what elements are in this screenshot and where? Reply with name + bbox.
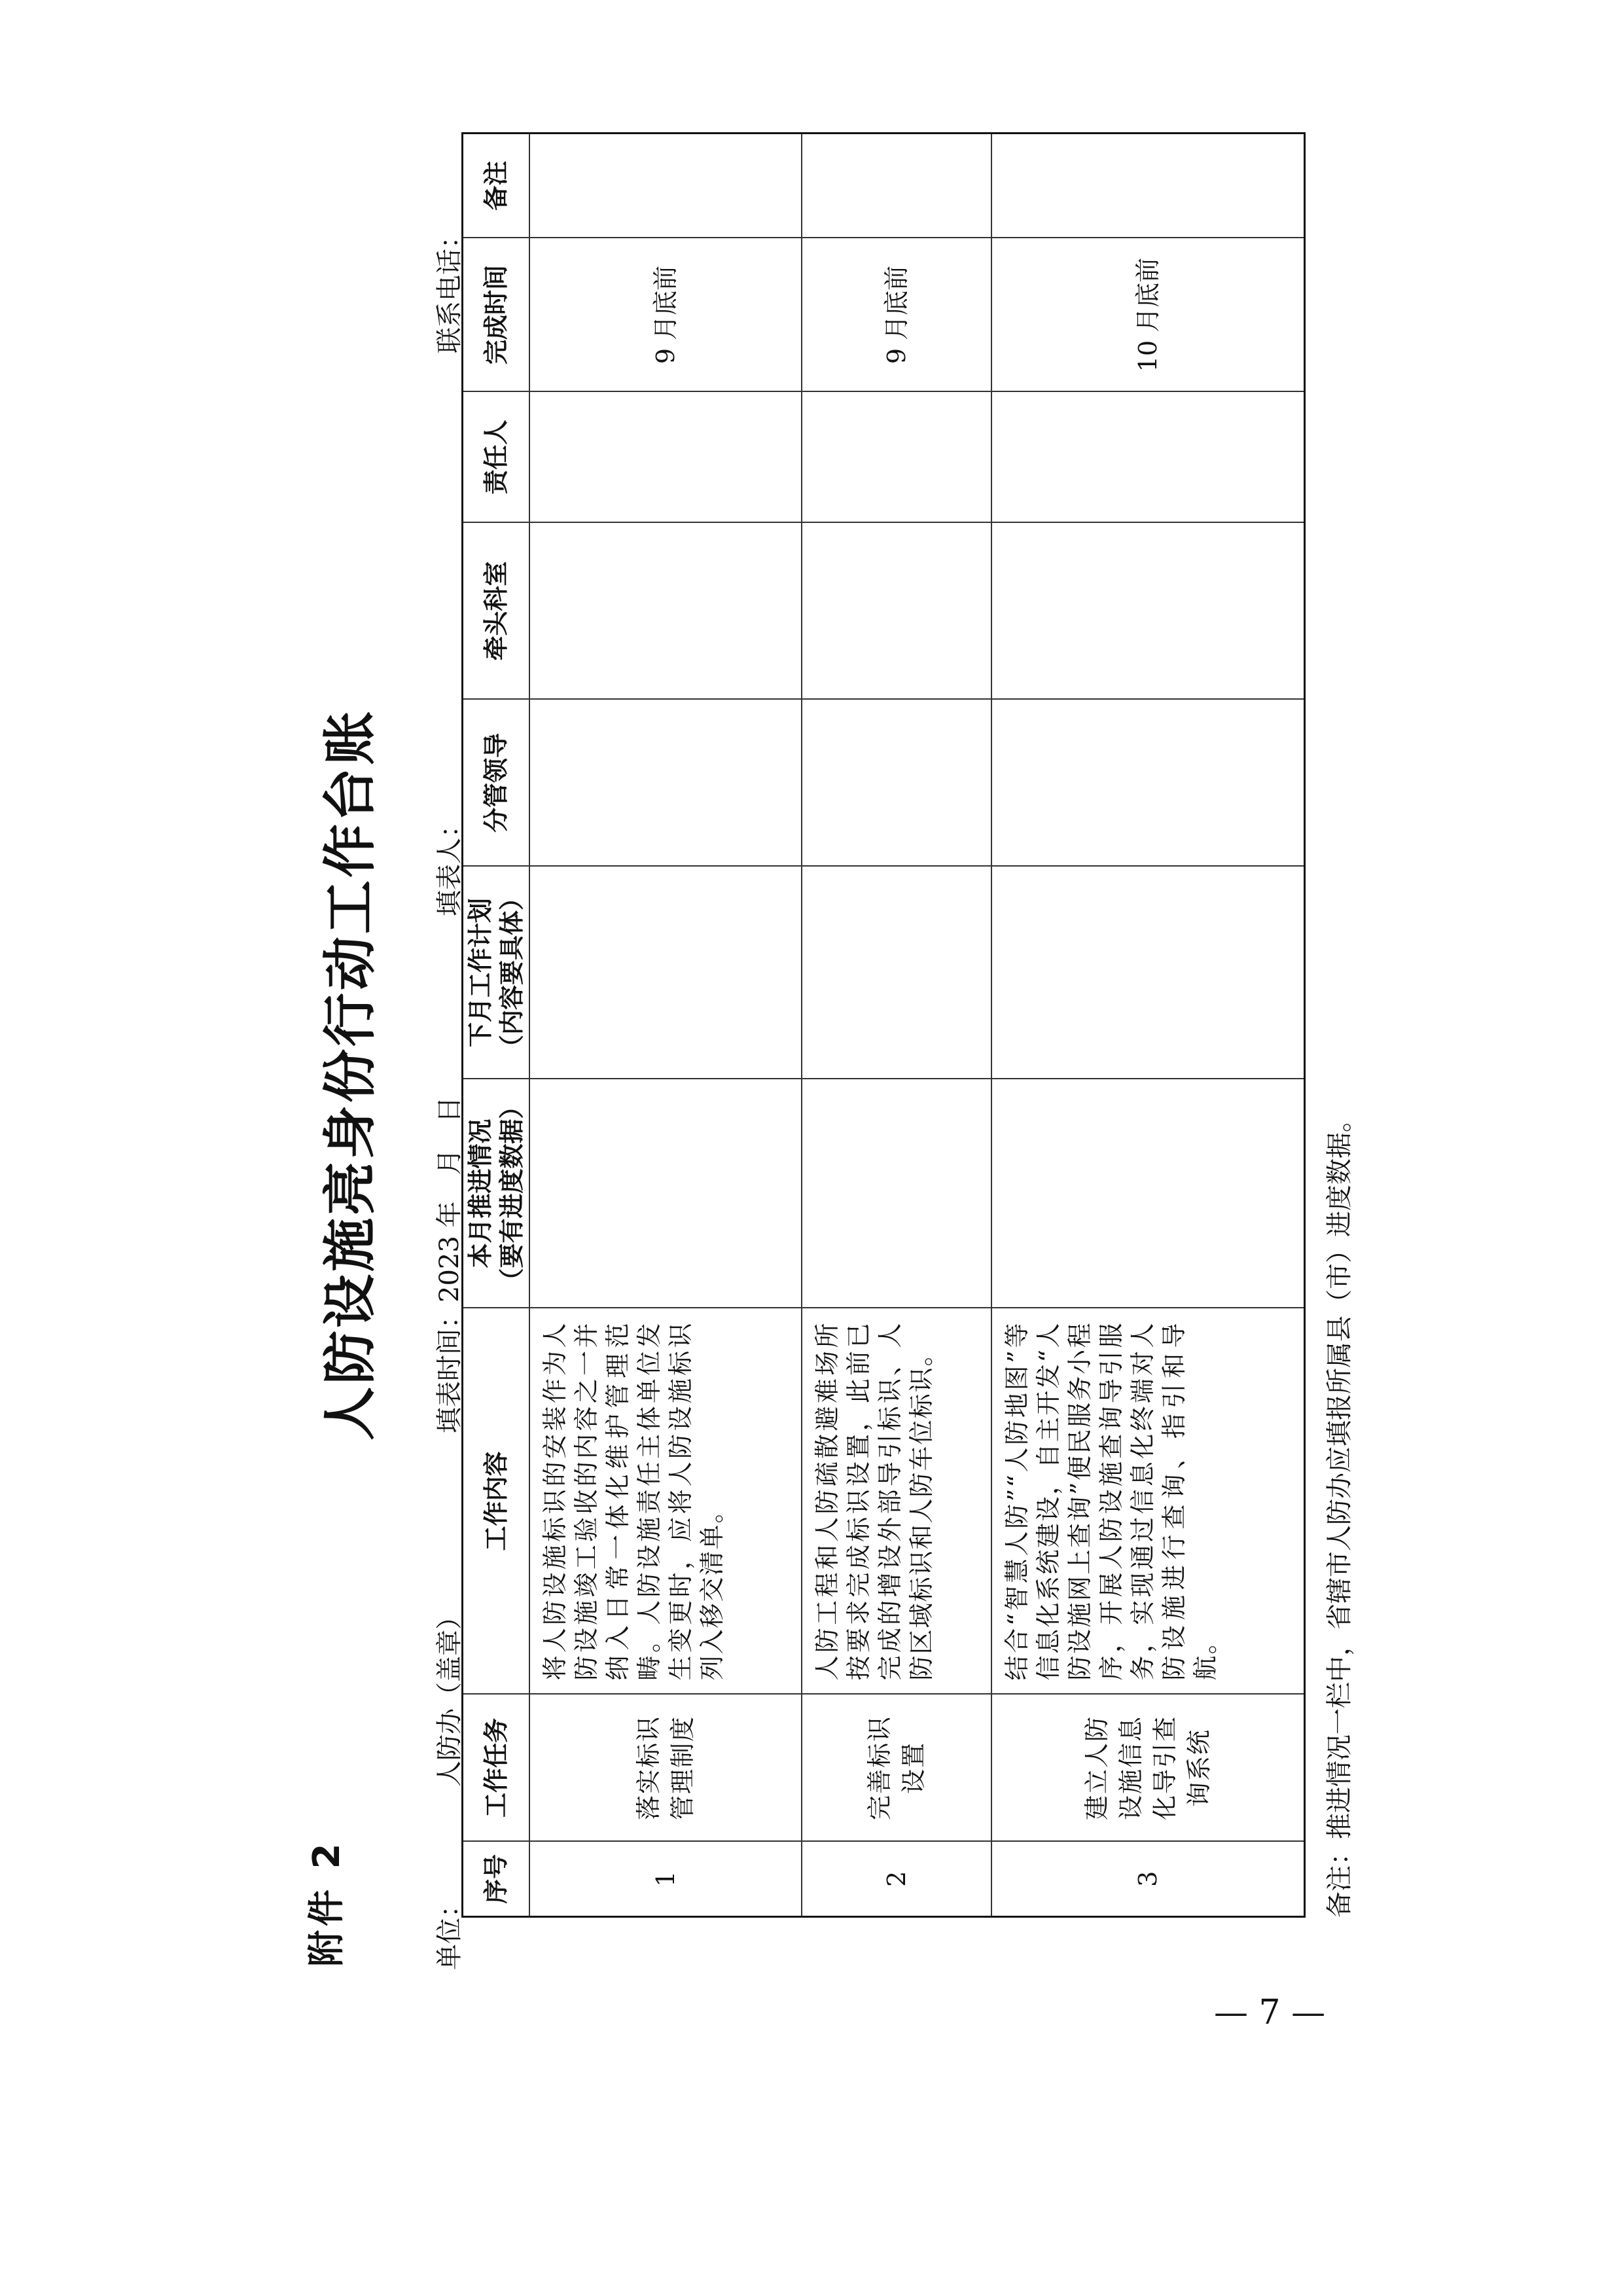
fill-time-label: 填表时间：2023 年 月 日: [435, 1096, 465, 1433]
work-ledger-table: [461, 132, 1306, 1918]
cell-leader[interactable]: [802, 700, 991, 867]
page-title: 人防设施亮身份行动工作台账: [319, 709, 382, 1441]
header-task: 工作任务: [463, 1695, 530, 1842]
table-row: [991, 134, 1305, 1917]
cell-remark[interactable]: [991, 134, 1305, 238]
cell-person[interactable]: [529, 392, 802, 523]
cell-plan[interactable]: [529, 867, 802, 1079]
header-progress-line1: 本月推进情况: [466, 1119, 495, 1268]
cell-dept[interactable]: [991, 523, 1305, 700]
header-person: 责任人: [463, 392, 530, 523]
table-row: [802, 134, 991, 1917]
cell-leader[interactable]: [991, 700, 1305, 867]
filler-label: 填表人：: [435, 812, 465, 916]
header-plan: [463, 867, 530, 1079]
header-plan-line1: 下月工作计划: [466, 898, 495, 1048]
attachment-label: 附件 2: [306, 1839, 348, 1967]
cell-due: 9 月底前: [802, 238, 991, 392]
cell-content: 结合“智慧人防”“人防地图”等信息化系统建设，自主开发“人防设施网上查询”便民服务小程序，开展人防设施查询导引服务，实现通过信息化终端对人防设施进行查询、指引和导航。: [991, 1308, 1305, 1695]
cell-content: 将人防设施标识的安装作为人防设施竣工验收的内容之一并纳入日常一体化维护管理范畴。人防设施责任主体单位发生变更时，应将人防设施标识列入移交清单。: [529, 1308, 802, 1695]
header-dept: 牵头科室: [463, 523, 530, 700]
cell-remark[interactable]: [529, 134, 802, 238]
header-remark: 备注: [463, 134, 530, 238]
cell-person[interactable]: [802, 392, 991, 523]
cell-content: 人防工程和人防疏散避难场所按要求完成标识设置，此前已完成的增设外部导引标识、人防区域标识和人防车位标识。: [802, 1308, 991, 1695]
cell-no: 1: [529, 1842, 802, 1917]
header-no: 序号: [463, 1842, 530, 1917]
header-leader: 分管领导: [463, 700, 530, 867]
page-number: — 7 —: [1214, 1993, 1326, 2032]
header-plan-line2: （内容要具体）: [497, 886, 526, 1060]
cell-plan[interactable]: [991, 867, 1305, 1079]
cell-task: 落实标识管理制度: [529, 1695, 802, 1842]
cell-progress[interactable]: [529, 1079, 802, 1308]
table-header-row: [463, 134, 530, 1917]
cell-plan[interactable]: [802, 867, 991, 1079]
cell-dept[interactable]: [529, 523, 802, 700]
cell-no: 2: [802, 1842, 991, 1917]
cell-no: 3: [991, 1842, 1305, 1917]
header-content: 工作内容: [463, 1308, 530, 1695]
cell-task: 建立人防设施信息化导引查询系统: [991, 1695, 1305, 1842]
cell-task: 完善标识设置: [802, 1695, 991, 1842]
cell-remark[interactable]: [802, 134, 991, 238]
header-due: 完成时间: [463, 238, 530, 392]
rotated-page: [196, 160, 1590, 1977]
cell-progress[interactable]: [802, 1079, 991, 1308]
cell-leader[interactable]: [529, 700, 802, 867]
cell-progress[interactable]: [991, 1079, 1305, 1308]
footnote: 备注：推进情况一栏中，省辖市人防办应填报所属县（市）进度数据。: [1325, 1106, 1355, 1918]
office-label: 人防办（盖章）: [435, 1604, 465, 1787]
cell-dept[interactable]: [802, 523, 991, 700]
table-row: [529, 134, 802, 1917]
cell-person[interactable]: [991, 392, 1305, 523]
header-progress-line2: （要有进度数据）: [497, 1094, 526, 1293]
phone-label: 联系电话：: [435, 223, 465, 353]
cell-due: 10 月底前: [991, 238, 1305, 392]
unit-label: 单位：: [435, 1892, 465, 1970]
header-progress: [463, 1079, 530, 1308]
cell-due: 9 月底前: [529, 238, 802, 392]
